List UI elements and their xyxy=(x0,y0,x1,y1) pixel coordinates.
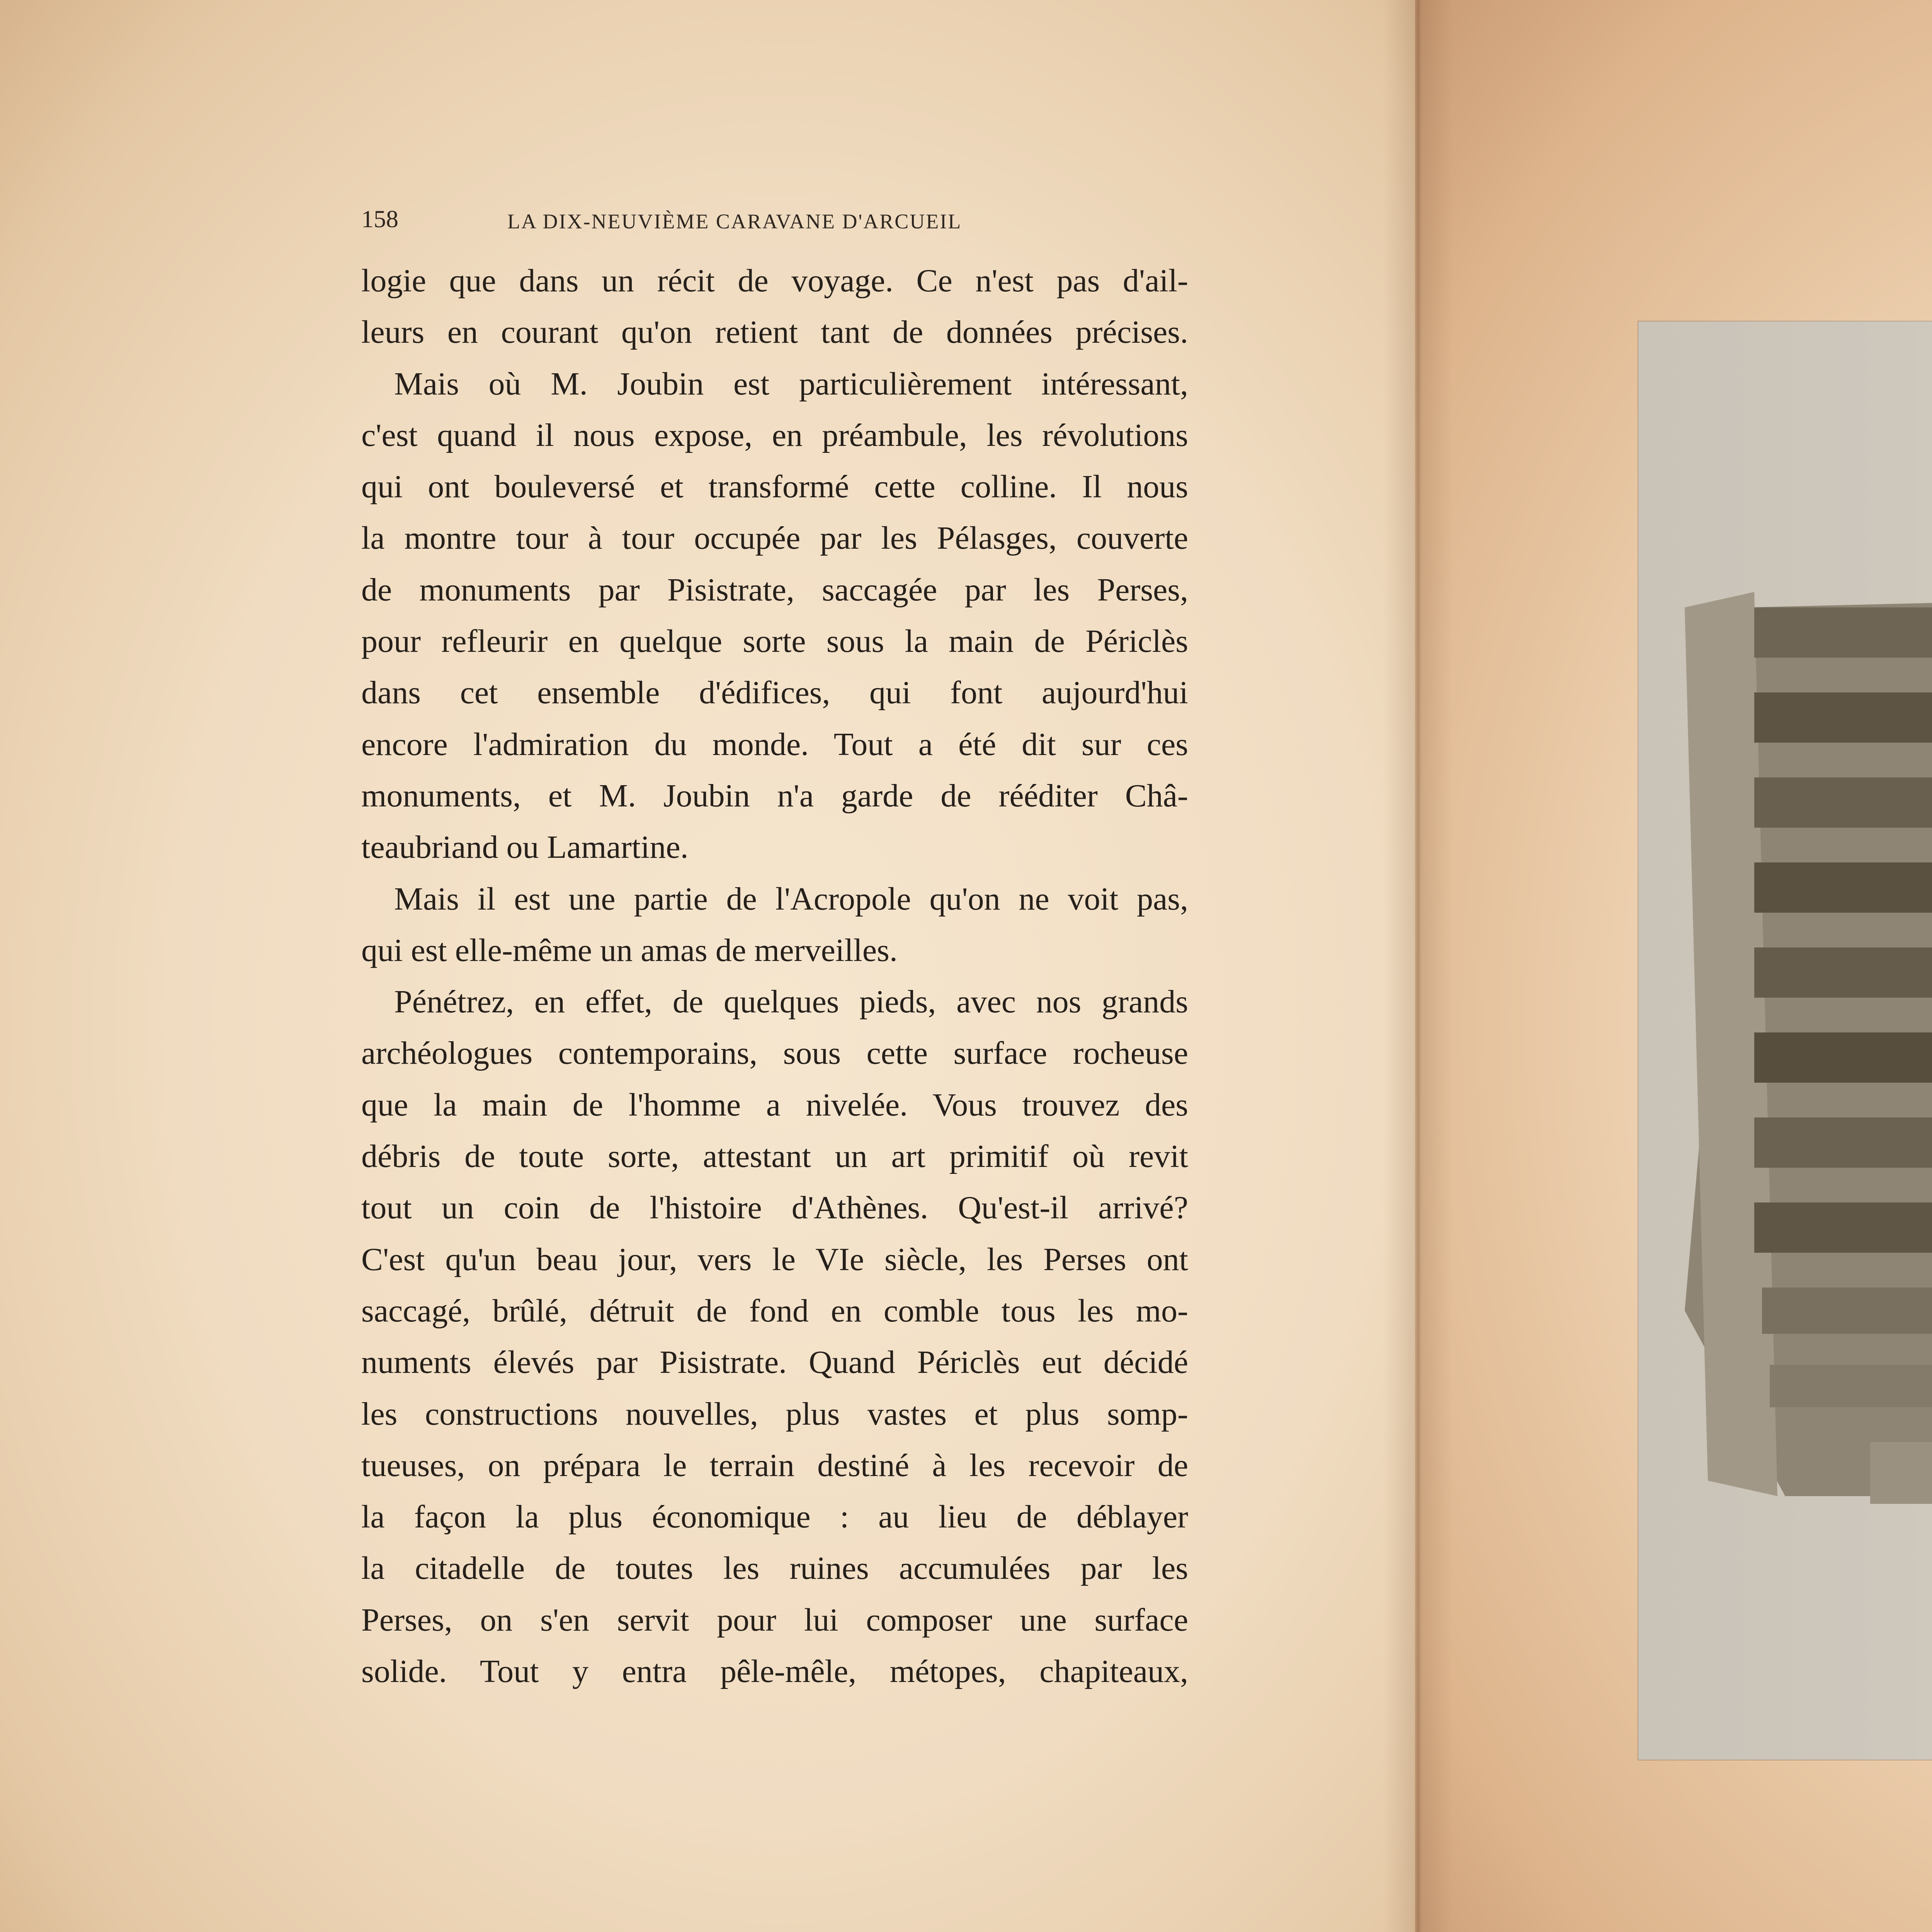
parthenon-photo xyxy=(1638,321,1932,1760)
book-gutter xyxy=(1383,0,1453,1932)
text-line: tout un coin de l'histoire d'Athènes. Qu'est-il arrivé? xyxy=(361,1190,1188,1226)
column xyxy=(1754,692,1932,743)
column xyxy=(1754,1032,1932,1083)
text-line: les constructions nouvelles, plus vastes et plus somp- xyxy=(361,1396,1188,1432)
text-line: solide. Tout y entra pêle-mêle, métopes, chapiteaux, xyxy=(361,1653,1188,1690)
text-line: monuments, et M. Joubin n'a garde de rééditer Châ- xyxy=(361,777,1188,814)
text-line: tueuses, on prépara le terrain destiné à les recevoir de xyxy=(361,1447,1188,1483)
text-line: Perses, on s'en servit pour lui composer une surface xyxy=(361,1602,1188,1638)
text-line: pour refleurir en quelque sorte sous la main de Périclès xyxy=(361,623,1188,660)
page-number: 158 xyxy=(361,205,398,233)
text-line: la montre tour à tour occupée par les Pélasges, couverte xyxy=(361,520,1188,556)
text-line: C'est qu'un beau jour, vers le VIe siècle, les Perses ont xyxy=(361,1241,1188,1277)
text-line: archéologues contemporains, sous cette surface rocheuse xyxy=(361,1035,1188,1071)
text-line: leurs en courant qu'on retient tant de données précises. xyxy=(361,314,1188,350)
text-line: que la main de l'homme a nivelée. Vous trouvez des xyxy=(361,1087,1188,1123)
body-text xyxy=(361,255,1188,1697)
text-line: la citadelle de toutes les ruines accumulées par les xyxy=(361,1550,1188,1587)
column xyxy=(1754,947,1932,998)
column xyxy=(1754,862,1932,913)
text-line: Mais où M. Joubin est particulièrement intéressant, xyxy=(394,366,1188,402)
text-line: c'est quand il nous expose, en préambule, les révolutions xyxy=(361,417,1188,453)
text-line: saccagé, brûlé, détruit de fond en comble tous les mo- xyxy=(361,1293,1188,1329)
propylaea-ruin xyxy=(1870,1442,1932,1504)
column xyxy=(1770,1365,1932,1407)
text-line: qui ont bouleversé et transformé cette colline. Il nous xyxy=(361,469,1188,505)
text-line: la façon la plus économique : au lieu de déblayer xyxy=(361,1499,1188,1535)
text-line: de monuments par Pisistrate, saccagée par les Perses, xyxy=(361,571,1188,608)
column xyxy=(1754,1117,1932,1168)
column xyxy=(1754,607,1932,658)
text-line: Pénétrez, en effet, de quelques pieds, avec nos grands xyxy=(394,984,1188,1020)
text-line: logie que dans un récit de voyage. Ce n'est pas d'ail- xyxy=(361,263,1188,299)
text-line: dans cet ensemble d'édifices, qui font aujourd'hui xyxy=(361,675,1188,711)
text-line: numents élevés par Pisistrate. Quand Périclès eut décidé xyxy=(361,1344,1188,1381)
running-head xyxy=(361,205,1188,236)
text-line: encore l'admiration du monde. Tout a été dit sur ces xyxy=(361,726,1188,762)
column xyxy=(1762,1287,1932,1334)
running-head-title: LA DIX-NEUVIÈME CARAVANE D'ARCUEIL xyxy=(507,210,962,233)
text-line: qui est elle-même un amas de merveilles. xyxy=(361,932,898,968)
text-line: Mais il est une partie de l'Acropole qu'on ne voit pas, xyxy=(394,881,1188,917)
parthenon-photo-plate xyxy=(1638,321,1932,1760)
column xyxy=(1754,1202,1932,1253)
text-line: teaubriand ou Lamartine. xyxy=(361,829,689,866)
text-line: débris de toute sorte, attestant un art primitif où revit xyxy=(361,1138,1188,1175)
column xyxy=(1754,777,1932,828)
